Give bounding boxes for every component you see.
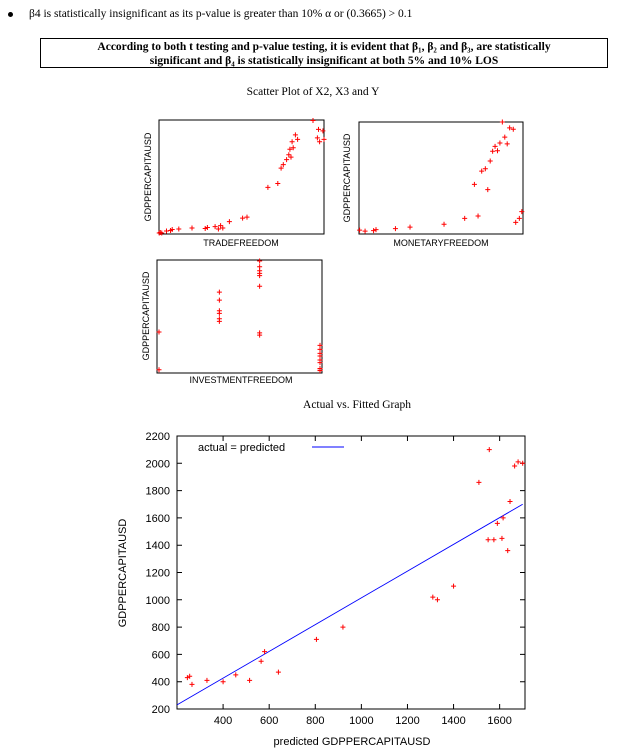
- fitted-caption: Actual vs. Fitted Graph: [303, 399, 411, 411]
- x-axis-label: TRADEFREEDOM: [203, 238, 279, 248]
- scatter-chart-investment: [138, 258, 328, 388]
- x-tick-label: 1600: [487, 715, 512, 727]
- x-tick-label: 600: [260, 715, 279, 727]
- y-tick-label: 400: [151, 676, 170, 689]
- y-tick-label: 1200: [145, 567, 170, 580]
- y-tick-label: 2200: [145, 431, 170, 443]
- plot-frame: [159, 120, 324, 234]
- scatter-chart-monetary: [338, 118, 528, 253]
- y-axis-label: GDPPERCAPITAUSD: [141, 271, 151, 361]
- y-axis-label: GDPPERCAPITAUSD: [342, 133, 352, 223]
- y-tick-label: 200: [151, 704, 170, 716]
- y-axis-label: GDPPERCAPITAUSD: [143, 132, 153, 222]
- x-axis-label: predicted GDPPERCAPITAUSD: [273, 736, 431, 748]
- y-tick-label: 2000: [145, 458, 170, 471]
- bullet-dot-icon: [8, 12, 13, 17]
- y-tick-label: 1800: [145, 485, 170, 498]
- bullet-point: [8, 8, 412, 20]
- y-tick-label: 800: [151, 622, 170, 635]
- legend-label: actual = predicted: [198, 442, 286, 454]
- y-tick-label: 1000: [145, 594, 170, 607]
- x-tick-label: 1200: [395, 715, 420, 727]
- x-tick-label: 1400: [441, 715, 466, 727]
- bullet-text: β4 is statistically insignificant as its p-value is greater than 10% α or (0.3665) > 0.1: [29, 8, 413, 20]
- conclusion-line-1: According to both t testing and p-value testing, it is evident that β₁, β₂ and β₃, are statistically: [97, 41, 551, 53]
- x-axis-label: MONETARYFREEDOM: [393, 238, 489, 248]
- conclusion-line-2: significant and β₄ is statistically insignificant at both 5% and 10% LOS: [149, 55, 499, 67]
- plot-frame: [177, 436, 525, 709]
- conclusion-box: [40, 38, 608, 68]
- y-tick-label: 1400: [145, 540, 170, 553]
- plot-frame: [359, 122, 523, 234]
- y-axis-label: GDPPERCAPITAUSD: [117, 518, 129, 628]
- actual-vs-fitted-chart: [110, 425, 626, 750]
- plot-frame: [157, 260, 322, 373]
- y-tick-label: 1600: [145, 512, 170, 525]
- x-tick-label: 1000: [349, 715, 374, 727]
- scatter-caption: Scatter Plot of X2, X3 and Y: [246, 86, 380, 98]
- y-tick-label: 600: [151, 649, 170, 662]
- x-axis-label: INVESTMENTFREEDOM: [189, 375, 293, 385]
- x-tick-label: 400: [213, 715, 233, 727]
- scatter-chart-trade: [140, 118, 330, 253]
- x-tick-label: 800: [306, 715, 325, 727]
